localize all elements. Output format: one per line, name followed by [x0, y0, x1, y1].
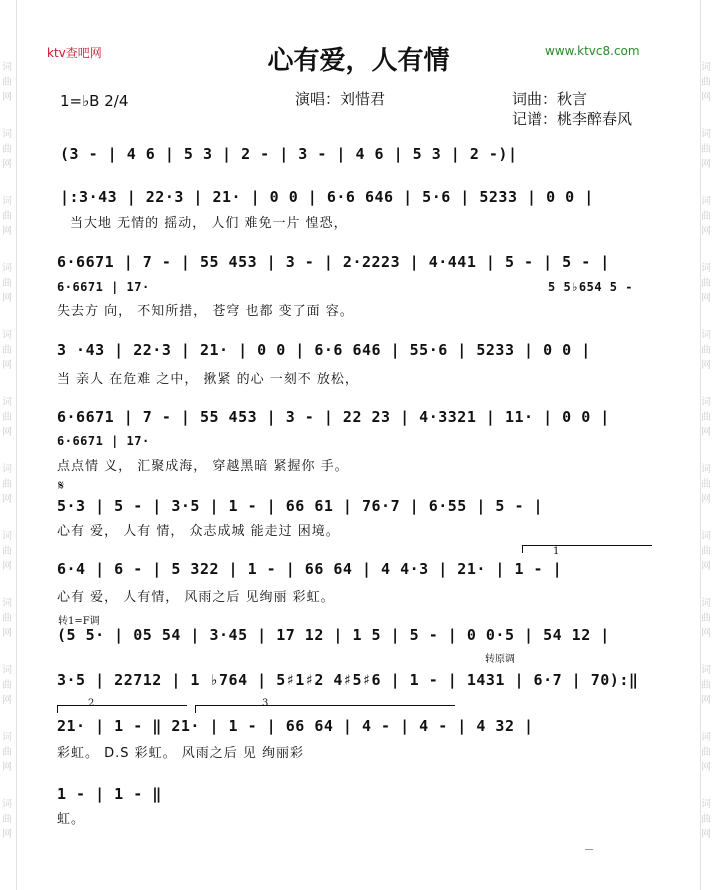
- bottom-divider: [585, 849, 593, 850]
- song-title: 心有爱，人有情: [267, 46, 450, 76]
- volta-number-3: 3: [262, 698, 269, 709]
- score-row-4: 6·6671 | 7 - | 55 453 | 3 - | 22 23 | 4·3321 | 11· | 0 0 |: [57, 408, 610, 426]
- lyric-row-6: 心有 爱， 人有情， 风雨之后 见绚丽 彩虹。: [57, 590, 335, 605]
- volta-bracket-1-tick: [522, 545, 523, 553]
- key-change-annotation: 转1=F调: [58, 616, 100, 627]
- volta-bracket-1: [522, 545, 652, 546]
- volta-bracket-3-tick: [195, 705, 196, 713]
- lyric-row-3: 当 亲人 在危难 之中， 揪紧 的心 一刻不 放松，: [57, 372, 359, 387]
- lyric-row-1: 当大地 无情的 摇动， 人们 难免一片 惶恐，: [70, 216, 348, 231]
- lyric-row-10: 虹。: [57, 812, 86, 827]
- volta-number-1: 1: [553, 546, 560, 557]
- site-logo-left[interactable]: ktv查吧网: [47, 46, 102, 60]
- side-watermark-left: 词 曲 网 词 曲 网 词 曲 网 词 曲 网 词 曲 网 词 曲 网 词 曲 网 词 曲 网 词 曲 网 词 曲 网 词 曲 网 词 曲 网: [2, 62, 12, 840]
- volta-bracket-3: [195, 705, 455, 706]
- score-row-8: 3·5 | 22712 | 1 ♭764 | 5♯1♯2 4♯5♯6 | 1 - | 1431 | 6·7 | 70):‖: [57, 671, 639, 689]
- volta-bracket-2: [57, 705, 187, 706]
- score-row-2-alt2: 5 5♭654 5 -: [548, 280, 633, 294]
- score-row-5: 5·3 | 5 - | 3·5 | 1 - | 66 61 | 76·7 | 6·55 | 5 - |: [57, 497, 544, 515]
- segno-sign: 𝄋: [58, 478, 65, 494]
- site-url-right[interactable]: www.ktvc8.com: [545, 44, 640, 58]
- key-signature: 1=♭B 2/4: [60, 92, 129, 110]
- score-row-2: 6·6671 | 7 - | 55 453 | 3 - | 2·2223 | 4·441 | 5 - | 5 - |: [57, 253, 610, 271]
- lyric-row-9: 彩虹。 D.S 彩虹。 风雨之后 见 绚丽彩: [57, 746, 305, 761]
- lyricist: 词曲：秋言: [512, 90, 588, 108]
- transcriber: 记谱：桃李醉春风: [512, 110, 633, 128]
- lyric-row-4: 点点情 义， 汇聚成海， 穿越黑暗 紧握你 手。: [57, 459, 349, 474]
- score-row-1: |:3·43 | 22·3 | 21· | 0 0 | 6·6 646 | 5·6 | 5233 | 0 0 |: [60, 188, 594, 206]
- side-watermark-right: 词 曲 网 词 曲 网 词 曲 网 词 曲 网 词 曲 网 词 曲 网 词 曲 网 词 曲 网 词 曲 网 词 曲 网 词 曲 网 词 曲 网: [701, 62, 711, 840]
- lyric-row-5: 心有 爱， 人有 情， 众志成城 能走过 困境。: [57, 524, 340, 539]
- left-border-line: [16, 0, 17, 890]
- score-row-2-alt: 6·6671 | 17·: [57, 280, 150, 294]
- score-row-10: 1 - | 1 - ‖: [57, 785, 162, 803]
- score-row-4-alt: 6·6671 | 17·: [57, 434, 150, 448]
- volta-bracket-2-tick: [57, 705, 58, 713]
- score-row-7: (5 5· | 05 54 | 3·45 | 17 12 | 1 5 | 5 - | 0 0·5 | 54 12 |: [57, 626, 610, 644]
- score-row-9: 21· | 1 - ‖ 21· | 1 - | 66 64 | 4 - | 4 - | 4 32 |: [57, 717, 534, 735]
- singer: 演唱：刘惜君: [295, 90, 386, 108]
- score-row-intro: (3 - | 4 6 | 5 3 | 2 - | 3 - | 4 6 | 5 3 | 2 -)|: [60, 145, 518, 163]
- lyric-row-2: 失去方 向， 不知所措， 苍穹 也都 变了面 容。: [57, 304, 354, 319]
- score-row-6: 6·4 | 6 - | 5 322 | 1 - | 66 64 | 4 4·3 | 21· | 1 - |: [57, 560, 563, 578]
- volta-number-2: 2: [88, 698, 95, 709]
- score-row-3: 3 ·43 | 22·3 | 21· | 0 0 | 6·6 646 | 55·6 | 5233 | 0 0 |: [57, 341, 591, 359]
- return-key-annotation: 转原调: [485, 654, 515, 665]
